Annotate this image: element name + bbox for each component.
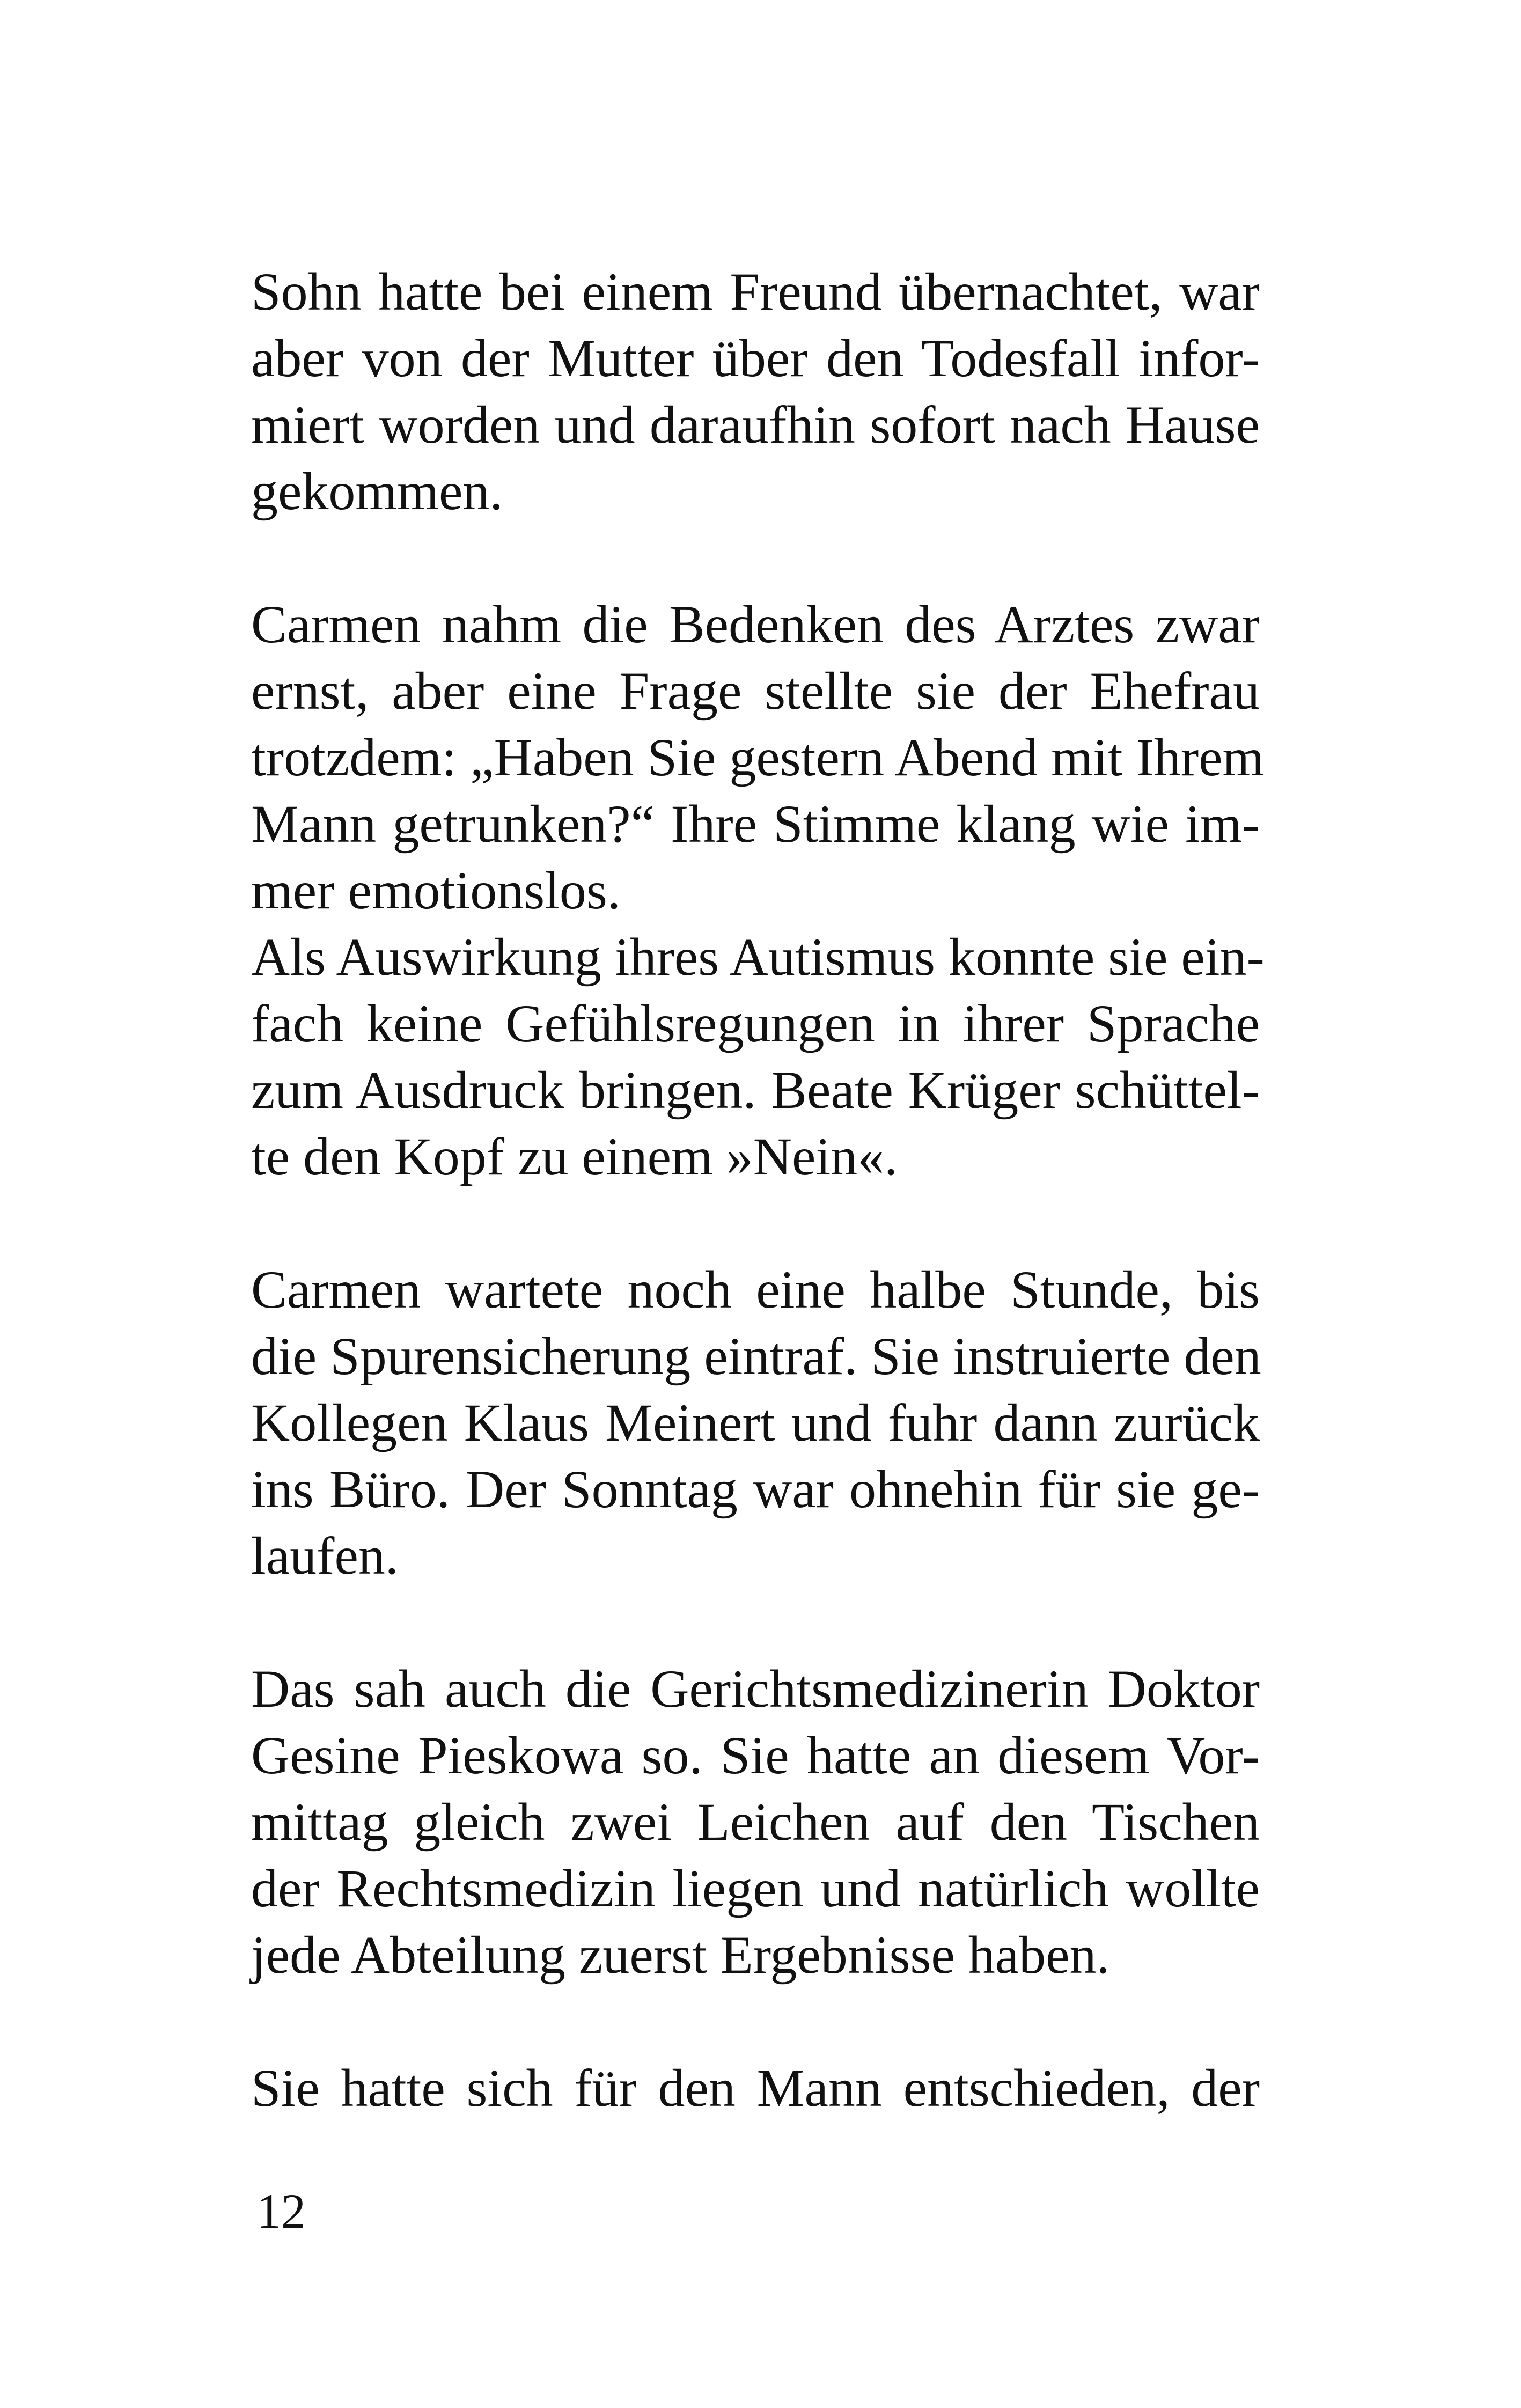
text-line: mittag gleich zwei Leichen auf den Tischen — [251, 1792, 1260, 1852]
text-line: Das sah auch die Gerichtsmedizinerin Doktor — [251, 1659, 1260, 1719]
paragraph-3 — [251, 924, 1265, 1190]
text-line: gekommen. — [251, 461, 503, 521]
paragraph-gap — [251, 1589, 1260, 1656]
text-line: ins Büro. Der Sonntag war ohnehin für sie ge- — [251, 1459, 1260, 1519]
paragraph-gap — [251, 525, 1260, 591]
text-line: miert worden und daraufhin sofort nach Hause — [251, 395, 1260, 454]
text-line: der Rechtsmedizin liegen und natürlich wollte — [251, 1859, 1260, 1918]
text-line: zum Ausdruck bringen. Beate Krüger schüttel- — [251, 1060, 1260, 1120]
paragraph-1 — [251, 259, 1260, 525]
text-line: Sie hatte sich für den Mann entschieden, der — [251, 2058, 1260, 2118]
paragraph-6 — [251, 2055, 1260, 2121]
text-line: aber von der Mutter über den Todesfall infor- — [251, 328, 1260, 388]
text-line: laufen. — [251, 1526, 399, 1585]
text-line: te den Kopf zu einem »Nein«. — [251, 1127, 898, 1186]
text-line: Carmen wartete noch eine halbe Stunde, bis — [251, 1260, 1260, 1319]
paragraph-gap — [251, 1988, 1260, 2055]
text-line: Als Auswirkung ihres Autismus konnte sie ein- — [251, 927, 1265, 987]
text-line: fach keine Gefühlsregungen in ihrer Sprache — [251, 994, 1260, 1053]
paragraph-2 — [251, 591, 1265, 924]
text-line: die Spurensicherung eintraf. Sie instruierte den — [251, 1326, 1261, 1386]
text-line: ernst, aber eine Frage stellte sie der Ehefrau — [251, 661, 1260, 721]
text-line: Gesine Pieskowa so. Sie hatte an diesem Vor- — [251, 1726, 1260, 1785]
paragraph-4 — [251, 1257, 1260, 1589]
text-line: Carmen nahm die Bedenken des Arztes zwar — [251, 594, 1260, 654]
page-number: 12 — [256, 2184, 306, 2238]
text-line: Sohn hatte bei einem Freund übernachtet, war — [251, 262, 1260, 321]
text-line: jede Abteilung zuerst Ergebnisse haben. — [251, 1925, 1110, 1985]
paragraph-gap — [251, 1190, 1260, 1257]
text-line: Mann getrunken?“ Ihre Stimme klang wie im- — [251, 794, 1260, 854]
body-text — [251, 259, 1265, 2121]
paragraph-5 — [251, 1656, 1260, 1988]
text-line: mer emotionslos. — [251, 861, 621, 920]
text-line: Kollegen Klaus Meinert und fuhr dann zurück — [251, 1393, 1260, 1452]
text-line: trotzdem: „Haben Sie gestern Abend mit Ihrem — [251, 728, 1265, 787]
